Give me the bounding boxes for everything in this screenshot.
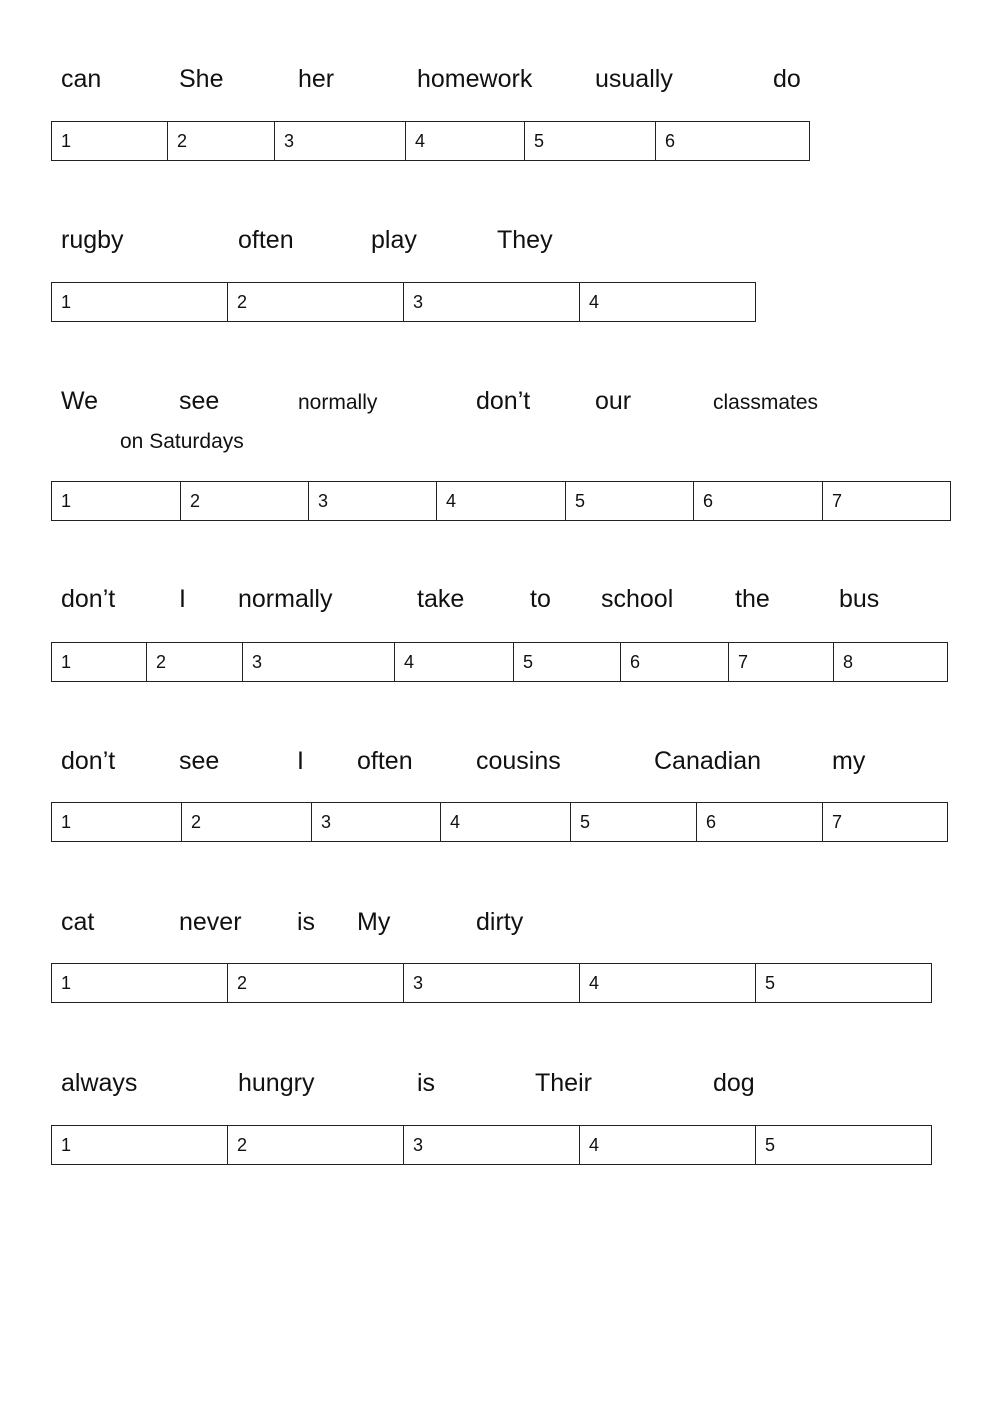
answer-slot[interactable]: 8 xyxy=(843,652,854,672)
word-tile: cat xyxy=(61,908,95,936)
answer-slot[interactable]: 6 xyxy=(621,643,729,681)
answer-slot[interactable]: 7 xyxy=(832,812,843,832)
word-tile: dog xyxy=(713,1069,755,1097)
answer-slot[interactable]: 2 xyxy=(168,122,275,160)
word-tile: the xyxy=(735,585,770,613)
answer-slot[interactable]: 4 xyxy=(437,482,566,520)
word-tile: My xyxy=(357,908,391,936)
answer-slot[interactable]: 3 xyxy=(312,803,441,841)
answer-slot[interactable]: 1 xyxy=(52,122,168,160)
answer-slot[interactable]: 5 xyxy=(765,1135,776,1155)
answer-row xyxy=(51,802,948,842)
word-tile: take xyxy=(417,585,465,613)
word-tile: normally xyxy=(298,391,378,414)
answer-slot[interactable]: 2 xyxy=(228,964,404,1002)
word-tile: We xyxy=(61,387,99,415)
word-tile: to xyxy=(530,585,551,613)
word-tile: on Saturdays xyxy=(120,430,244,453)
answer-slot[interactable]: 1 xyxy=(52,964,228,1002)
word-tile: do xyxy=(773,65,801,93)
answer-slot[interactable]: 3 xyxy=(309,482,437,520)
answer-slot[interactable]: 7 xyxy=(729,643,834,681)
answer-slot[interactable]: 2 xyxy=(228,1126,404,1164)
answer-slot[interactable]: 7 xyxy=(832,491,843,511)
word-tile: see xyxy=(179,747,220,775)
answer-slot[interactable]: 5 xyxy=(514,643,621,681)
answer-slot[interactable]: 4 xyxy=(395,643,514,681)
answer-slot[interactable]: 3 xyxy=(404,283,580,321)
answer-slot[interactable]: 6 xyxy=(694,482,823,520)
answer-slot[interactable]: 2 xyxy=(182,803,312,841)
answer-slot[interactable]: 3 xyxy=(243,643,395,681)
word-tile: often xyxy=(238,226,294,254)
answer-row xyxy=(51,642,948,682)
answer-slot[interactable]: 1 xyxy=(52,643,147,681)
word-tile: my xyxy=(832,747,866,775)
answer-slot[interactable]: 1 xyxy=(52,803,182,841)
answer-row xyxy=(51,481,951,521)
word-tile: usually xyxy=(595,65,673,93)
word-tile: can xyxy=(61,65,102,93)
word-tile: never xyxy=(179,908,242,936)
answer-row xyxy=(51,963,932,1003)
answer-slot[interactable]: 5 xyxy=(765,973,776,993)
word-tile: She xyxy=(179,65,224,93)
answer-slot[interactable]: 5 xyxy=(566,482,694,520)
answer-row xyxy=(51,282,756,322)
answer-slot[interactable]: 4 xyxy=(441,803,571,841)
word-tile: is xyxy=(417,1069,436,1097)
answer-row xyxy=(51,121,810,161)
word-tile: cousins xyxy=(476,747,561,775)
word-tile: bus xyxy=(839,585,880,613)
answer-slot[interactable]: 1 xyxy=(52,283,228,321)
answer-row xyxy=(51,1125,932,1165)
word-tile: always xyxy=(61,1069,138,1097)
answer-slot[interactable]: 3 xyxy=(404,964,580,1002)
word-tile: don’t xyxy=(476,387,531,415)
word-tile: normally xyxy=(238,585,333,613)
answer-slot[interactable]: 6 xyxy=(665,131,676,151)
answer-slot[interactable]: 2 xyxy=(181,482,309,520)
word-tile: play xyxy=(371,226,417,254)
answer-slot[interactable]: 4 xyxy=(589,292,600,312)
answer-slot[interactable]: 3 xyxy=(404,1126,580,1164)
word-tile: I xyxy=(297,747,304,775)
word-tile: school xyxy=(601,585,674,613)
word-tile: hungry xyxy=(238,1069,315,1097)
answer-slot[interactable]: 1 xyxy=(52,482,181,520)
answer-slot[interactable]: 4 xyxy=(580,1126,756,1164)
word-tile: is xyxy=(297,908,316,936)
word-tile: often xyxy=(357,747,413,775)
word-tile: I xyxy=(179,585,186,613)
answer-slot[interactable]: 5 xyxy=(571,803,697,841)
word-tile: dirty xyxy=(476,908,524,936)
answer-slot[interactable]: 5 xyxy=(525,122,656,160)
word-tile: homework xyxy=(417,65,533,93)
word-tile: don’t xyxy=(61,747,116,775)
answer-slot[interactable]: 1 xyxy=(52,1126,228,1164)
answer-slot[interactable]: 4 xyxy=(580,964,756,1002)
answer-slot[interactable]: 3 xyxy=(275,122,406,160)
word-tile: Their xyxy=(535,1069,592,1097)
answer-slot[interactable]: 2 xyxy=(147,643,243,681)
word-tile: classmates xyxy=(713,391,819,414)
answer-slot[interactable]: 2 xyxy=(228,283,404,321)
answer-slot[interactable]: 4 xyxy=(406,122,525,160)
answer-slot[interactable]: 6 xyxy=(697,803,823,841)
word-tile: her xyxy=(298,65,335,93)
word-tile: They xyxy=(497,226,553,254)
word-tile: don’t xyxy=(61,585,116,613)
word-tile: our xyxy=(595,387,632,415)
word-tile: rugby xyxy=(61,226,124,254)
word-tile: Canadian xyxy=(654,747,762,775)
word-tile: see xyxy=(179,387,220,415)
